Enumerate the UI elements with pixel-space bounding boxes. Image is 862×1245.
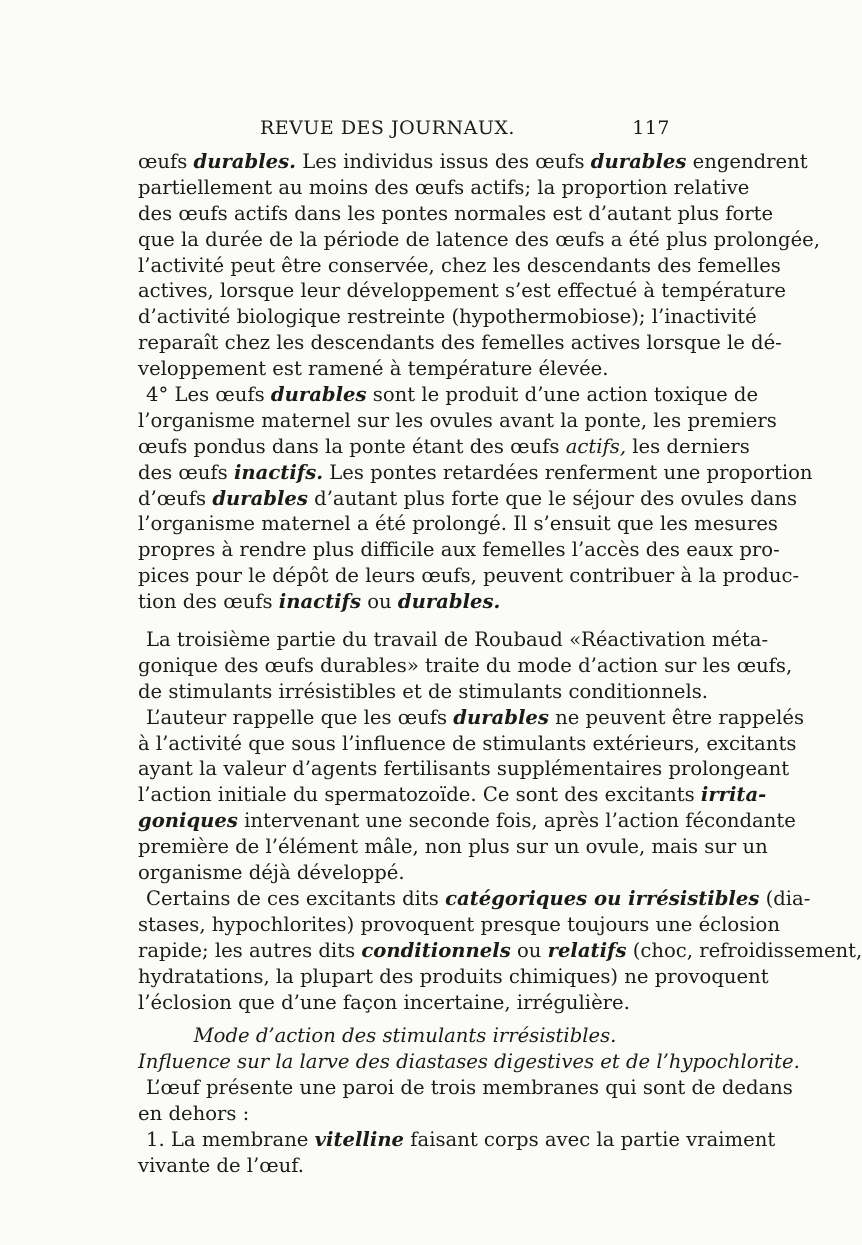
- text-run: ou: [510, 938, 548, 962]
- emphasis-text: goniques: [138, 809, 238, 833]
- text-line: [138, 278, 787, 304]
- text-run: vivante de l’œuf.: [138, 1153, 305, 1177]
- text-line: [138, 304, 757, 330]
- text-line: [138, 227, 821, 253]
- text-line: [138, 808, 796, 834]
- emphasis-text: durables: [270, 383, 367, 407]
- text-line: [138, 356, 672, 382]
- text-line: [138, 653, 793, 679]
- text-line: [138, 1101, 672, 1127]
- text-run: œufs: [138, 150, 194, 173]
- text-line: [138, 782, 767, 808]
- text-run: pices pour le dépôt de leurs œufs, peuvent contribuer à la produc-: [138, 564, 800, 588]
- text-run: l’action initiale du spermatozoïde. Ce sont des excitants: [138, 783, 701, 807]
- text-run: intervenant une seconde fois, après l’action fécondante: [237, 809, 796, 833]
- paragraph-gap: [138, 615, 672, 627]
- emphasis-text: relatifs: [547, 938, 627, 962]
- text-run: d’activité biologique restreinte (hypothermobiose); l’inactivité: [138, 305, 757, 329]
- text-line: [138, 434, 750, 460]
- text-line: [138, 563, 800, 589]
- text-run: 4° Les œufs: [146, 383, 271, 407]
- text-run: hydratations, la plupart des produits chimiques) ne provoquent: [138, 964, 769, 988]
- text-run: ayant la valeur d’agents fertilisants supplémentaires prolongeant: [138, 757, 790, 781]
- text-line: [138, 486, 798, 512]
- text-run: (choc, refroidissement,: [626, 938, 862, 962]
- text-run: ou: [361, 590, 398, 614]
- text-run: les derniers: [626, 434, 750, 458]
- text-line: [138, 627, 769, 653]
- text-run: que la durée de la période de latence des œufs a été plus prolongée,: [138, 227, 821, 251]
- body-text: [138, 149, 862, 1179]
- text-line: [138, 1127, 776, 1153]
- emphasis-text: inactifs.: [233, 460, 324, 484]
- text-run: reparaît chez les descendants des femelles actives lorsque le dé-: [138, 331, 782, 355]
- text-line: [138, 938, 862, 964]
- text-line: [138, 912, 780, 938]
- text-run: 1. La membrane: [146, 1127, 315, 1151]
- text-line: [138, 679, 708, 705]
- text-run: en dehors :: [138, 1102, 250, 1126]
- text-run: Les pontes retardées renferment une proportion: [323, 460, 813, 484]
- text-line: [138, 330, 782, 356]
- text-run: actives, lorsque leur développement s’est effectué à température: [138, 279, 787, 303]
- emphasis-text: durables.: [193, 150, 296, 173]
- text-line: [138, 834, 768, 860]
- text-line: [138, 382, 759, 408]
- text-run: stases, hypochlorites) provoquent presque toujours une éclosion: [138, 912, 780, 936]
- text-line: [138, 1153, 672, 1179]
- text-line: [138, 589, 672, 615]
- text-run: (dia-: [759, 886, 811, 910]
- emphasis-text: vitelline: [314, 1127, 405, 1151]
- emphasis-text: irrita-: [700, 783, 767, 807]
- text-run: Les individus issus des œufs: [295, 150, 591, 173]
- text-run: Mode d’action des stimulants irrésistibles.: [193, 1024, 617, 1048]
- text-run: veloppement est ramené à température élevée.: [138, 357, 609, 381]
- text-line: [138, 964, 769, 990]
- emphasis-text: inactifs: [278, 590, 362, 614]
- text-run: première de l’élément mâle, non plus sur un ovule, mais sur un: [138, 835, 768, 859]
- paragraph-gap: [138, 1015, 672, 1023]
- section-heading: [138, 1023, 672, 1049]
- emphasis-text: catégoriques ou irrésistibles: [445, 886, 760, 910]
- text-run: engendrent: [686, 150, 808, 173]
- text-run: sont le produit d’une action toxique de: [366, 383, 759, 407]
- section-heading: [138, 1049, 800, 1075]
- text-line: [138, 511, 778, 537]
- text-line: [138, 990, 672, 1016]
- text-line: [138, 460, 813, 486]
- text-run: La troisième partie du travail de Roubaud «Réactivation méta-: [146, 628, 769, 652]
- text-run: L’auteur rappelle que les œufs: [146, 705, 454, 729]
- text-run: œufs pondus dans la ponte étant des œufs: [138, 434, 566, 458]
- text-run: à l’activité que sous l’influence de stimulants extérieurs, excitants: [138, 731, 797, 755]
- text-run: propres à rendre plus difficile aux femelles l’accès des eaux pro-: [138, 538, 780, 562]
- text-run: des œufs: [138, 460, 234, 484]
- emphasis-text: durables: [212, 486, 308, 510]
- text-run: rapide; les autres dits: [138, 938, 362, 962]
- text-run: des œufs actifs dans les pontes normales est d’autant plus forte: [138, 201, 774, 225]
- text-line: [138, 175, 750, 201]
- text-line: [138, 705, 805, 731]
- text-run: organisme déjà développé.: [138, 861, 405, 885]
- text-line: [138, 1075, 793, 1101]
- text-line: [138, 537, 780, 563]
- emphasis-text: durables.: [397, 590, 501, 614]
- text-run: l’activité peut être conservée, chez les descendants des femelles: [138, 253, 781, 277]
- text-run: tion des œufs: [138, 590, 279, 614]
- text-run: d’œufs: [138, 486, 213, 510]
- journal-title: REVUE DES JOURNAUX.: [260, 117, 515, 139]
- text-line: [138, 201, 774, 227]
- text-line: [138, 253, 781, 279]
- text-run: Certains de ces excitants dits: [146, 886, 446, 910]
- text-line: [138, 408, 777, 434]
- text-run: faisant corps avec la partie vraiment: [404, 1127, 776, 1151]
- emphasis-text: conditionnels: [361, 938, 511, 962]
- page-number: 117: [632, 117, 670, 139]
- text-line: [138, 860, 672, 886]
- text-run: d’autant plus forte que le séjour des ovules dans: [307, 486, 798, 510]
- emphasis-text: durables: [453, 705, 549, 729]
- text-line: [138, 731, 797, 757]
- text-run: ne peuvent être rappelés: [548, 705, 805, 729]
- text-run: partiellement au moins des œufs actifs; la proportion relative: [138, 175, 750, 199]
- text-line: [138, 756, 790, 782]
- emphasis-text: durables: [590, 150, 687, 173]
- text-run: de stimulants irrésistibles et de stimulants conditionnels.: [138, 679, 708, 703]
- text-run: Influence sur la larve des diastases digestives et de l’hypochlorite.: [138, 1050, 800, 1074]
- emphasis-text: actifs,: [565, 434, 627, 458]
- text-run: l’organisme maternel a été prolongé. Il s’ensuit que les mesures: [138, 512, 778, 536]
- text-run: l’éclosion que d’une façon incertaine, irrégulière.: [138, 990, 630, 1014]
- running-header: [140, 117, 672, 147]
- text-run: gonique des œufs durables» traite du mode d’action sur les œufs,: [138, 653, 793, 677]
- text-run: l’organisme maternel sur les ovules avant la ponte, les premiers: [138, 408, 777, 432]
- text-run: L’œuf présente une paroi de trois membranes qui sont de dedans: [146, 1076, 793, 1100]
- text-line: [138, 886, 811, 912]
- text-line: [138, 149, 808, 175]
